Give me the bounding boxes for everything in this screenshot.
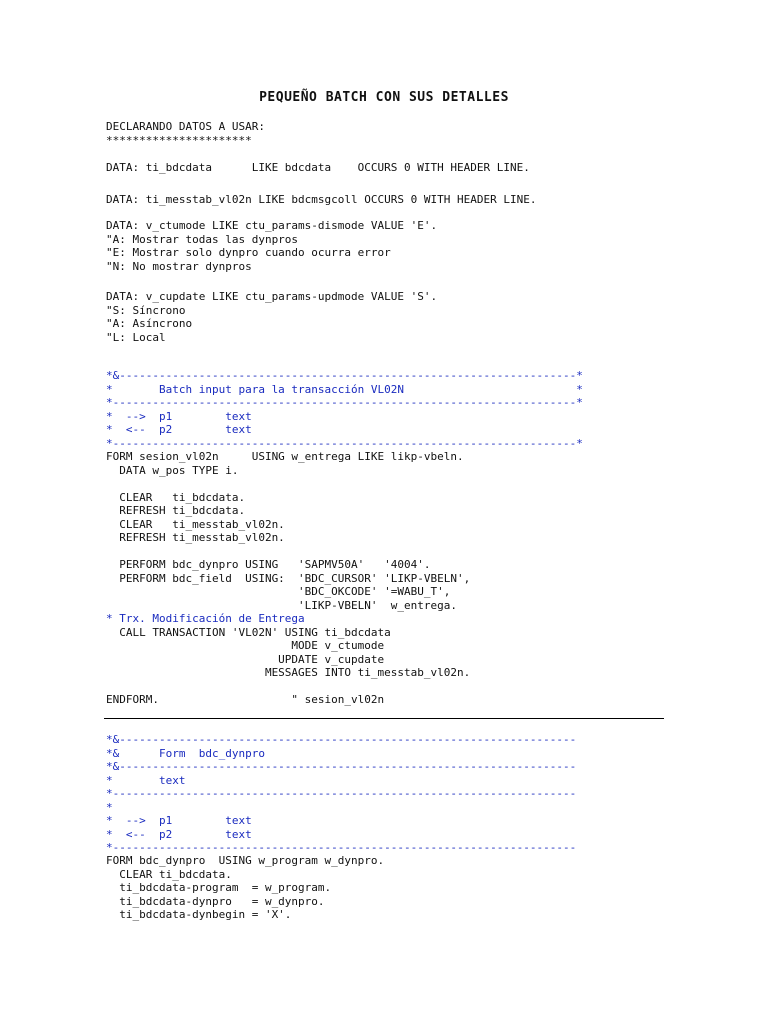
data-messtab-line — [106, 193, 536, 207]
comment-line: * <-- p2 text — [106, 423, 252, 436]
data-bdcdata-text: DATA: ti_bdcdata LIKE bdcdata OCCURS 0 WITH HEADER LINE. — [106, 161, 530, 174]
comment-line: *---------------------------------------------------------------------- — [106, 787, 577, 800]
ctumode-block — [106, 219, 437, 273]
cupdate-block — [106, 290, 437, 344]
code-line: ti_bdcdata-dynpro = w_dynpro. — [106, 894, 325, 908]
form2-body — [106, 854, 384, 922]
code-line: CALL TRANSACTION 'VL02N' USING ti_bdcdata — [106, 625, 391, 639]
code-line: 'LIKP-VBELN' w_entrega. — [106, 598, 457, 612]
code-line: DATA: v_ctumode LIKE ctu_params-dismode VALUE 'E'. — [106, 219, 438, 232]
document-title: PEQUEÑO BATCH CON SUS DETALLES — [259, 90, 509, 105]
code-line: ENDFORM. " sesion_vl02n — [106, 693, 385, 706]
declarations-heading — [106, 120, 265, 147]
code-line: "S: Síncrono — [106, 303, 186, 317]
comment-line: * --> p1 text — [106, 409, 252, 423]
decl-underline: ********************** — [106, 133, 252, 147]
comment-line: *& Form bdc_dynpro — [106, 746, 265, 760]
comment-line: *&--------------------------------------------------------------------- — [106, 733, 577, 746]
code-line: PERFORM bdc_field USING: 'BDC_CURSOR' 'LIKP-VBELN', — [106, 571, 471, 585]
code-line: CLEAR ti_messtab_vl02n. — [106, 517, 285, 531]
code-line: "A: Mostrar todas las dynpros — [106, 232, 299, 246]
comment-line: *----------------------------------------------------------------------* — [106, 396, 583, 409]
code-line — [106, 477, 470, 491]
code-line: REFRESH ti_messtab_vl02n. — [106, 531, 285, 544]
comment-line: * text — [106, 773, 186, 787]
code-line: 'BDC_OKCODE' '=WABU_T', — [106, 585, 451, 598]
code-line: "L: Local — [106, 330, 166, 344]
code-line: MESSAGES INTO ti_messtab_vl02n. — [106, 666, 471, 679]
comment-line: * <-- p2 text — [106, 827, 252, 841]
comment-line: *&---------------------------------------------------------------------* — [106, 369, 583, 382]
code-line: FORM sesion_vl02n USING w_entrega LIKE likp-vbeln. — [106, 450, 464, 463]
section-divider — [104, 718, 664, 719]
comment-line: *----------------------------------------------------------------------* — [106, 436, 583, 450]
code-line: REFRESH ti_bdcdata. — [106, 504, 246, 517]
code-line: MODE v_ctumode — [106, 639, 385, 652]
code-line: UPDATE v_cupdate — [106, 652, 385, 666]
code-line: PERFORM bdc_dynpro USING 'SAPMV50A' '4004'. — [106, 558, 431, 571]
code-line: DATA w_pos TYPE i. — [106, 463, 239, 477]
code-line: ti_bdcdata-dynbegin = 'X'. — [106, 908, 292, 921]
code-line: ti_bdcdata-program = w_program. — [106, 881, 332, 894]
comment-line: * Batch input para la transacción VL02N * — [106, 382, 583, 396]
code-line: "E: Mostrar solo dynpro cuando ocurra error — [106, 246, 391, 259]
code-line: DATA: v_cupdate LIKE ctu_params-updmode VALUE 'S'. — [106, 290, 438, 303]
code-line — [106, 545, 470, 559]
comment-line: *&--------------------------------------------------------------------- — [106, 760, 577, 773]
comment-line: *---------------------------------------------------------------------- — [106, 841, 577, 854]
code-line: CLEAR ti_bdcdata. — [106, 490, 246, 504]
code-line — [106, 680, 470, 694]
comment-line: * — [106, 800, 113, 814]
trx-comment: * Trx. Modificación de Entrega — [106, 612, 305, 625]
form2-comment-header — [106, 733, 576, 855]
data-messtab-text: DATA: ti_messtab_vl02n LIKE bdcmsgcoll OCCURS 0 WITH HEADER LINE. — [106, 193, 537, 206]
code-line: "A: Asíncrono — [106, 317, 193, 330]
code-line: CLEAR ti_bdcdata. — [106, 867, 232, 881]
data-bdcdata-line — [106, 161, 530, 175]
decl-heading-text: DECLARANDO DATOS A USAR: — [106, 120, 265, 133]
form1-body — [106, 450, 470, 707]
comment-line: * --> p1 text — [106, 814, 252, 827]
code-line: "N: No mostrar dynpros — [106, 259, 252, 273]
form1-comment-header — [106, 369, 583, 450]
code-line: FORM bdc_dynpro USING w_program w_dynpro. — [106, 854, 385, 867]
